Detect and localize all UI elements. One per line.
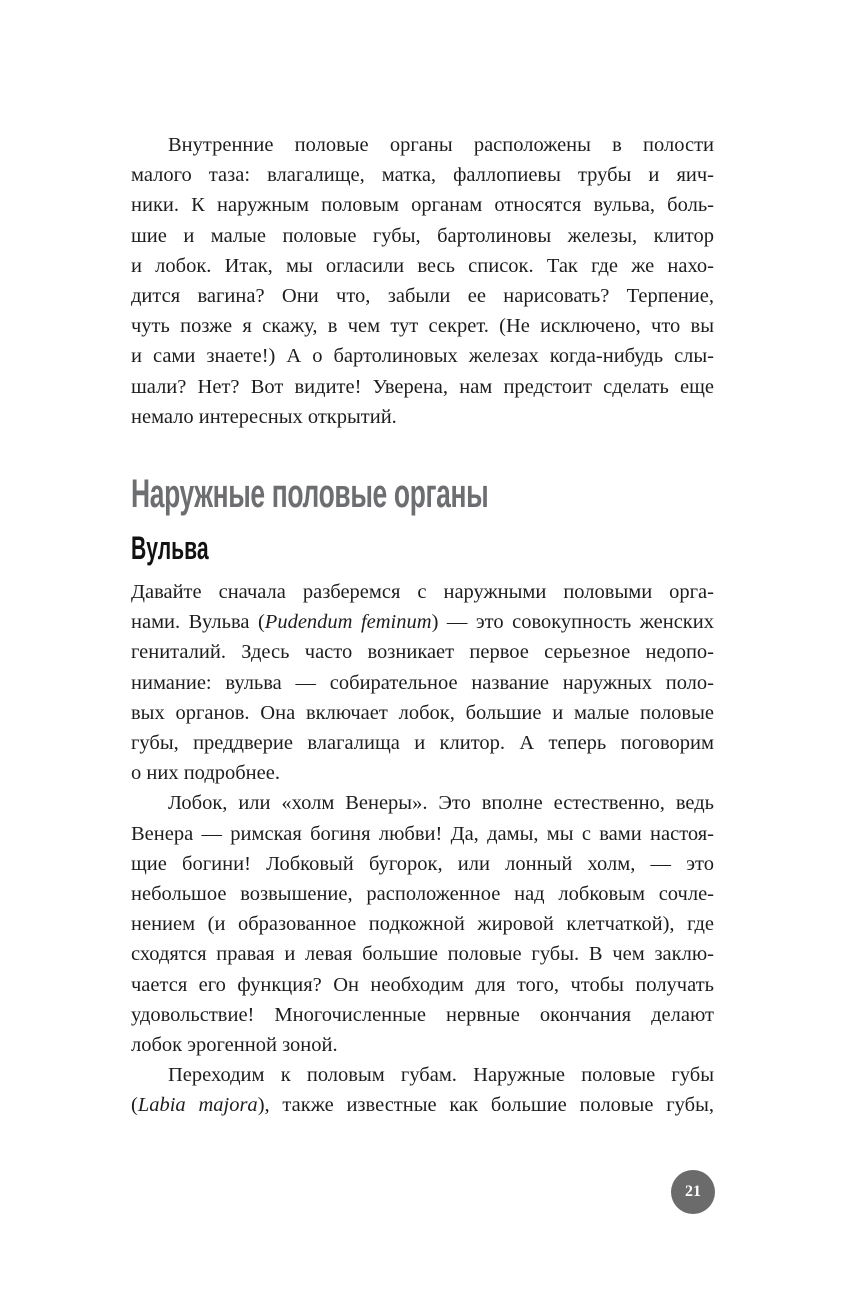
text-line: нением (и образованное подкожной жировой клетчаткой), где [131, 913, 714, 936]
text-line: и сами знаете!) А о бартолиновых железах когда-нибудь слы- [131, 345, 714, 368]
text-line: Внутренние половые органы расположены в полости [168, 134, 714, 156]
subsection-heading: Вульва [131, 530, 209, 566]
paragraph-labia [131, 1060, 714, 1120]
text-line: немало интересных открытий. [131, 405, 397, 428]
text-line: Переходим к половым губам. Наружные половые губы [168, 1064, 714, 1087]
text-line: малого таза: влагалище, матка, фаллопиевы трубы и яич- [131, 164, 714, 187]
text-line [131, 607, 714, 637]
text-line: шали? Нет? Вот видите! Уверена, нам предстоит сделать еще [131, 375, 714, 398]
text-line: щие богини! Лобковый бугорок, или лонный холм, — это [131, 852, 714, 875]
text-span: ) — это совокупность женских [431, 611, 714, 634]
text-line: чается его функция? Он необходим для того, чтобы получать [131, 973, 714, 996]
text-line: вых органов. Она включает лобок, большие и малые половые [131, 701, 714, 724]
text-line: нимание: вульва — собирательное название наружных поло- [131, 671, 714, 694]
text-line [131, 1090, 714, 1120]
paragraph-mons-pubis [131, 788, 714, 1060]
text-span: нами. Вульва ( [131, 611, 265, 634]
text-span: ( [131, 1094, 138, 1117]
italic-term: Labia majora [137, 1094, 258, 1117]
section-heading: Наружные половые органы [131, 472, 489, 516]
text-line: и лобок. Итак, мы огласили весь список. Так где же нахо- [131, 254, 714, 277]
text-line: о них подробнее. [131, 762, 280, 785]
italic-term: Pudendum feminum [264, 611, 432, 634]
paragraph-vulva [131, 577, 714, 788]
text-line: Давайте сначала разберемся с наружными половыми орга- [131, 581, 714, 603]
text-line: небольшое возвышение, расположенное над лобковым сочле- [131, 882, 714, 905]
page-number-badge: 21 [671, 1170, 715, 1214]
text-line: удовольствие! Многочисленные нервные окончания делают [131, 1003, 714, 1026]
text-line: губы, преддверие влагалища и клитор. А теперь поговорим [131, 731, 714, 754]
text-span: ), также известные как большие половые губы, [257, 1094, 714, 1117]
text-line: ники. К наружным половым органам относятся вульва, боль- [131, 194, 714, 217]
text-line: чуть позже я скажу, в чем тут секрет. (Не исключено, что вы [131, 315, 714, 338]
paragraph-intro [131, 130, 714, 432]
text-line: Лобок, или «холм Венеры». Это вполне естественно, ведь [168, 792, 714, 815]
text-line: сходятся правая и левая большие половые губы. В чем заклю- [131, 943, 714, 966]
text-line: дится вагина? Они что, забыли ее нарисовать? Терпение, [131, 284, 714, 307]
text-line: гениталий. Здесь часто возникает первое серьезное недопо- [131, 641, 714, 664]
text-line: лобок эрогенной зоной. [131, 1033, 338, 1056]
text-line: шие и малые половые губы, бартолиновы железы, клитор [131, 224, 714, 247]
text-line: Венера — римская богиня любви! Да, дамы, мы с вами настоя- [131, 822, 714, 845]
